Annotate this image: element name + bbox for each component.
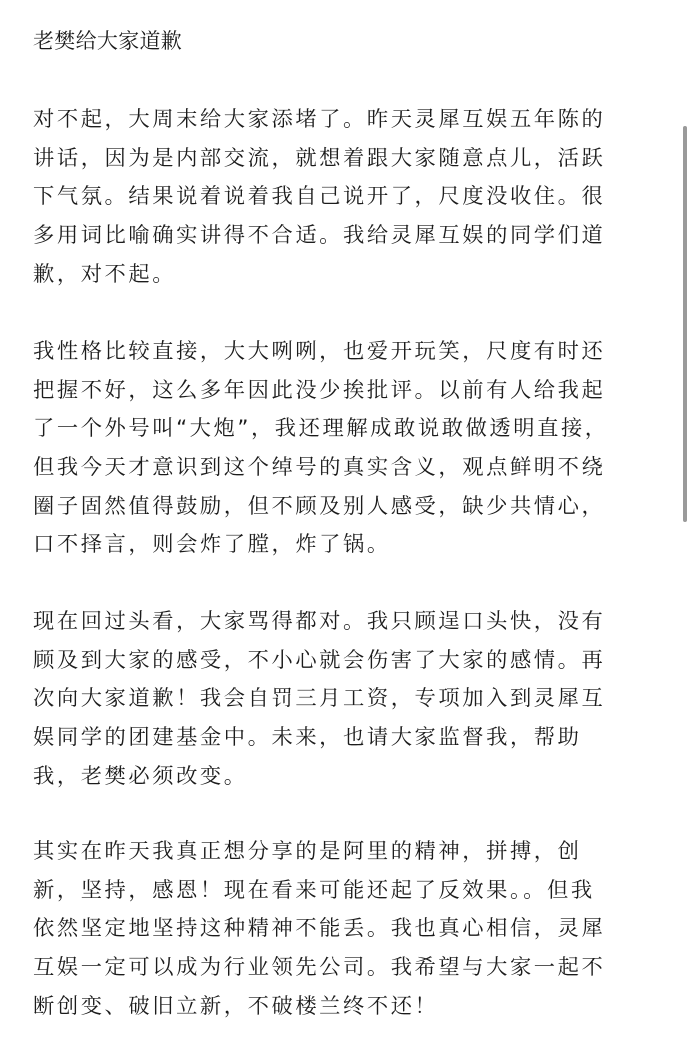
article-title: 老樊给大家道歉 [33, 29, 183, 53]
paragraph-line: 圈子固然值得鼓励，但不顾及别人感受，缺少共情心， [33, 493, 606, 519]
paragraph-2 [33, 333, 609, 565]
paragraph-line: 其实在昨天我真正想分享的是阿里的精神，拼搏，创 [33, 839, 582, 864]
paragraph-line: 我，老樊必须改变。 [33, 763, 248, 789]
paragraph-line: 新，坚持，感恩！现在看来可能还起了反效果。。但我 [33, 877, 595, 903]
paragraph-line: 我性格比较直接，大大咧咧，也爱开玩笑，尺度有时还 [33, 339, 606, 364]
paragraph-line: 歉，对不起。 [33, 261, 177, 287]
paragraph-line: 次向大家道歉！我会自罚三月工资，专项加入到灵犀互 [33, 686, 606, 712]
paragraph-4 [33, 833, 605, 1026]
paragraph-1 [33, 101, 605, 294]
paragraph-line: 讲话，因为是内部交流，就想着跟大家随意点儿，活跃 [33, 145, 606, 171]
paragraph-line: 对不起，大周末给大家添堵了。昨天灵犀互娱五年陈的 [33, 107, 606, 132]
paragraph-line: 现在回过头看，大家骂得都对。我只顾逞口头快，没有 [33, 609, 606, 634]
paragraph-line: 把握不好，这么多年因此没少挨批评。以前有人给我起 [33, 377, 606, 403]
paragraph-line: 依然坚定地坚持这种精神不能丢。我也真心相信，灵犀 [33, 916, 606, 942]
paragraph-line: 多用词比喻确实讲得不合适。我给灵犀互娱的同学们道 [33, 223, 606, 249]
paragraph-3 [33, 603, 605, 796]
paragraph-line: 下气氛。结果说着说着我自己说开了，尺度没收住。很 [33, 184, 606, 210]
paragraph-line: 口不择言，则会炸了膛，炸了锅。 [33, 532, 391, 558]
paragraph-line: 断创变、破旧立新，不破楼兰终不还！ [33, 993, 439, 1019]
paragraph-line: 顾及到大家的感受，不小心就会伤害了大家的感情。再 [33, 647, 606, 673]
paragraph-line: 但我今天才意识到这个绰号的真实含义，观点鲜明不绕 [33, 455, 606, 481]
paragraph-line: 娱同学的团建基金中。未来，也请大家监督我，帮助 [33, 725, 582, 751]
vertical-scrollbar[interactable] [683, 126, 687, 522]
paragraph-line: 互娱一定可以成为行业领先公司。我希望与大家一起不 [33, 955, 606, 981]
paragraph-line: 了一个外号叫“大炮”，我还理解成敢说敢做透明直接， [33, 416, 609, 442]
